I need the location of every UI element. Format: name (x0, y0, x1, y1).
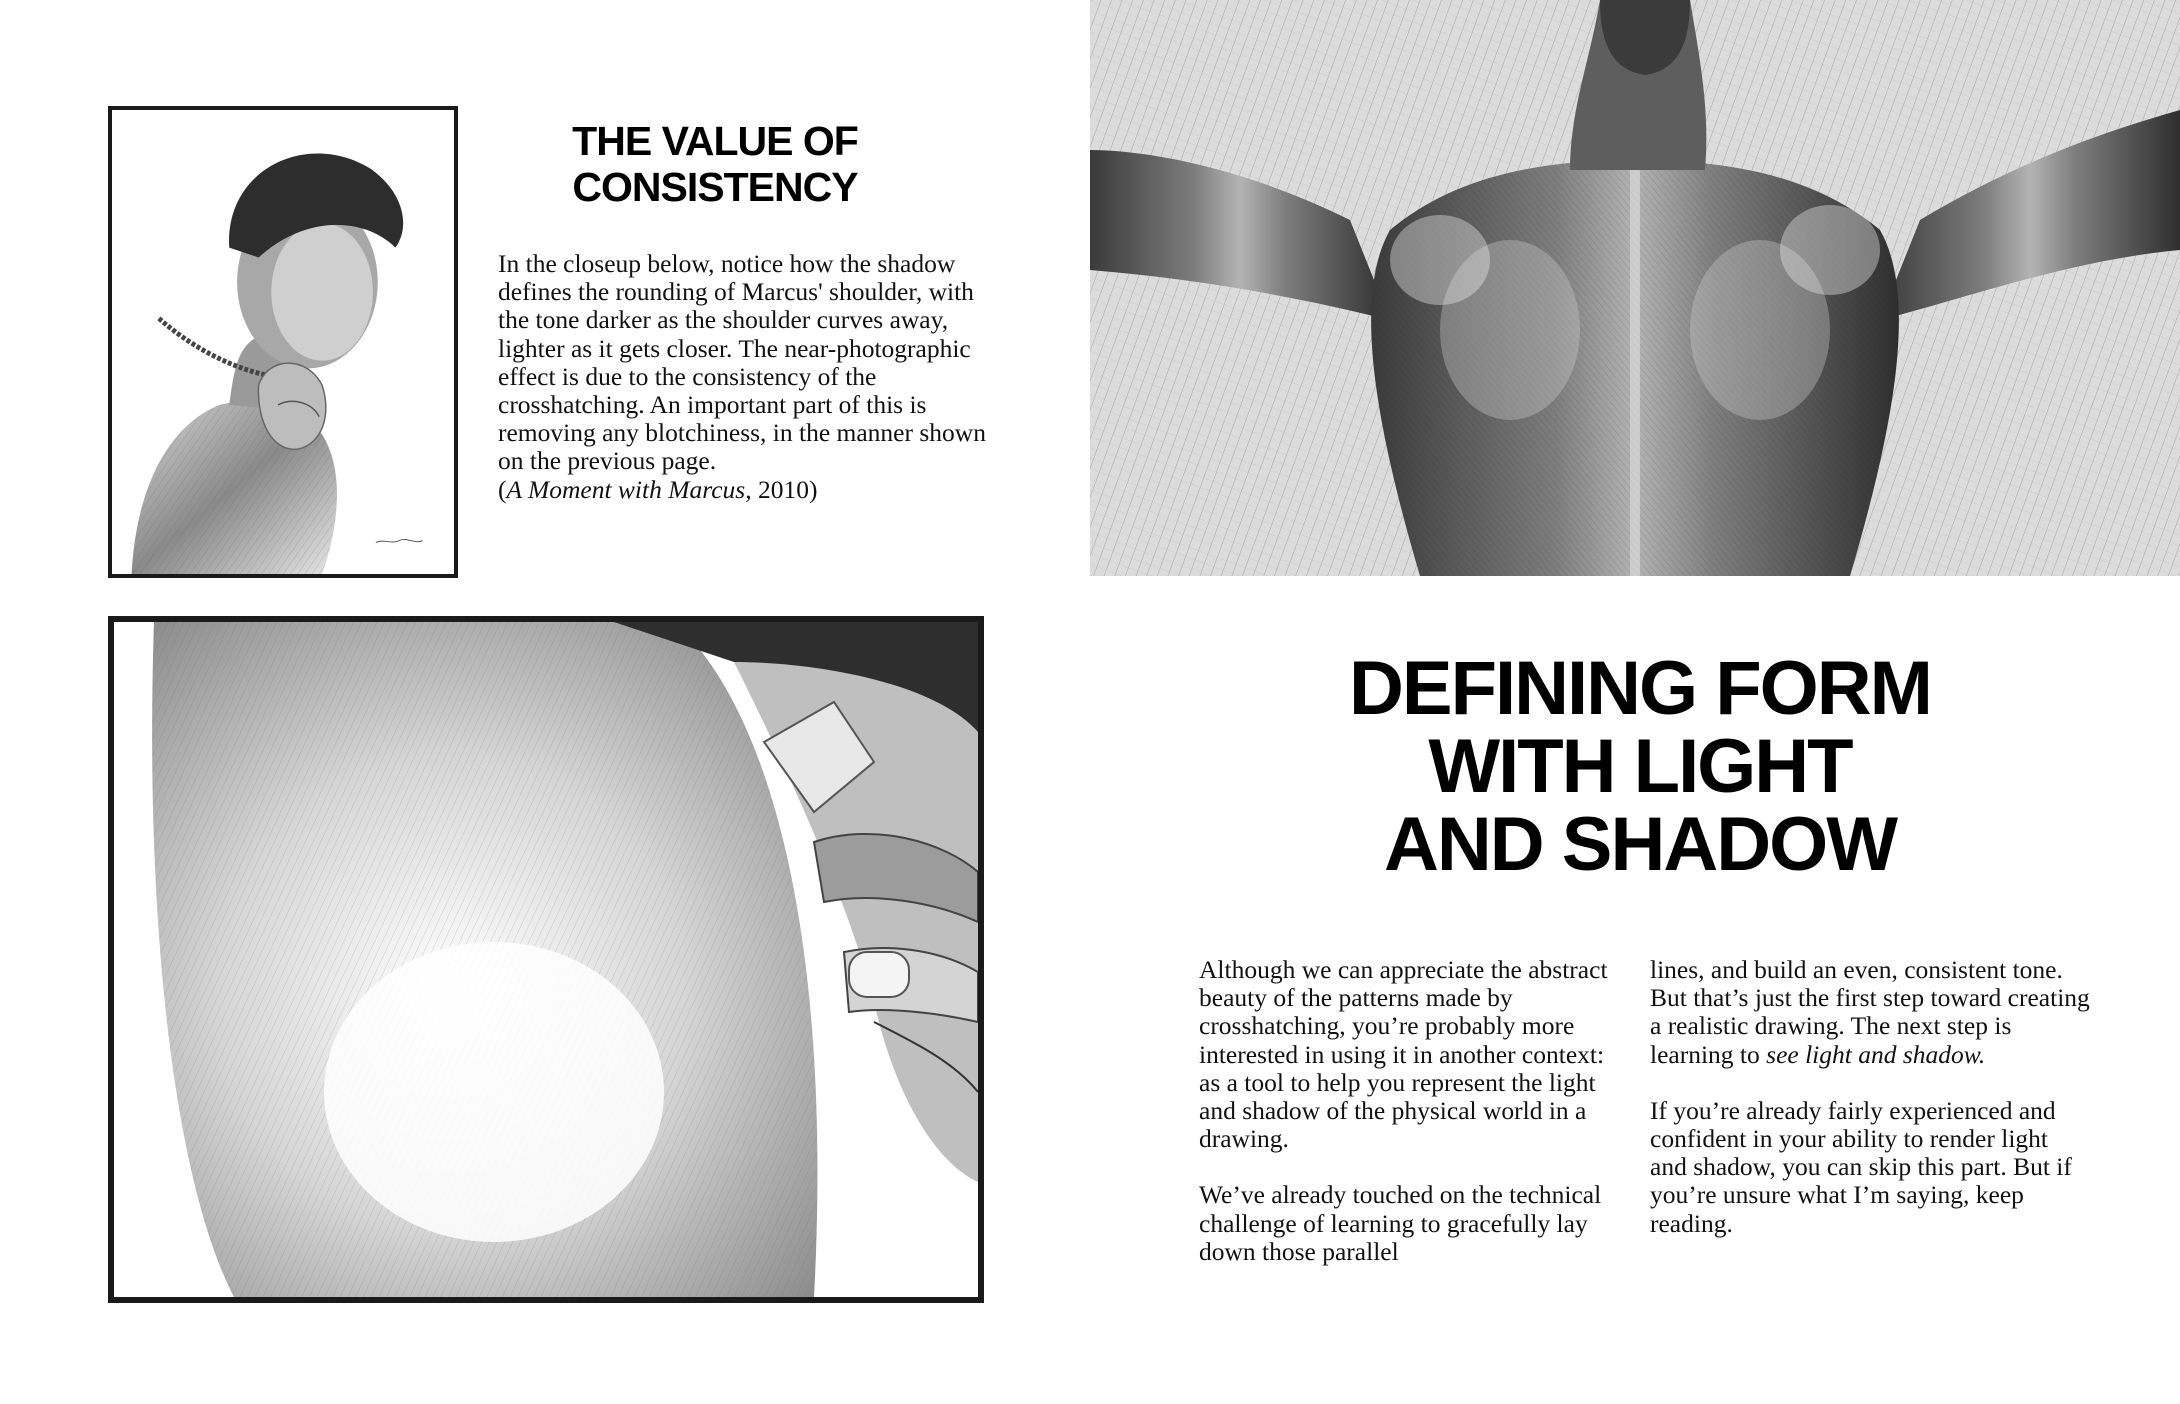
closeup-drawing (114, 622, 978, 1297)
main-column-right (1650, 956, 2090, 1238)
caption-title: A Moment with Marcus, (506, 474, 752, 504)
main-heading (1260, 646, 2020, 887)
consistency-heading-line1: THE VALUE OF (572, 118, 858, 164)
main-heading-line2: WITH LIGHT (1428, 724, 1852, 809)
col2-paragraph-1-text: lines, and build an even, consistent tone. But that’s just the first step toward creating a realistic drawing. The next step is learning to (1650, 955, 2090, 1069)
col2-paragraph-2: If you’re already fairly experienced and confident in your ability to render light and shadow, you can skip this part. But if you’re unsure what I’m saying, keep reading. (1650, 1095, 2072, 1238)
main-column-left (1199, 956, 1619, 1266)
main-heading-line3: AND SHADOW (1384, 802, 1896, 887)
main-heading-line1: DEFINING FORM (1349, 646, 1931, 731)
back-illustration (1090, 0, 2180, 576)
col1-paragraph-2: We’ve already touched on the technical challenge of learning to gracefully lay down those parallel (1199, 1180, 1602, 1266)
consistency-heading (520, 118, 910, 210)
col1-paragraph-1: Although we can appreciate the abstract beauty of the patterns made by crosshatching, you’re probably more interested in using it in another context: as a tool to help you represent the light and shadow of the physical world in a drawing. (1199, 955, 1608, 1154)
caption-year: 2010) (751, 474, 818, 504)
back-drawing (1090, 0, 2180, 576)
consistency-heading-line2: CONSISTENCY (572, 164, 858, 210)
portrait-drawing (112, 110, 454, 574)
col2-paragraph-1-emphasis: see light and shadow. (1766, 1039, 1986, 1069)
consistency-body: In the closeup below, notice how the shadow defines the rounding of Marcus' shoulder, with the tone darker as the shoulder curves away, lighter as it gets closer. The near-photographic effect is due to the consistency of the crosshatching. An important part of this is removing any blotchiness, in the manner shown on the previous page. (498, 249, 986, 476)
portrait-illustration (108, 106, 458, 578)
closeup-illustration (108, 616, 984, 1303)
consistency-paragraph (498, 250, 998, 504)
col2-paragraph-1 (1650, 956, 2090, 1069)
caption-open: ( (498, 474, 507, 504)
